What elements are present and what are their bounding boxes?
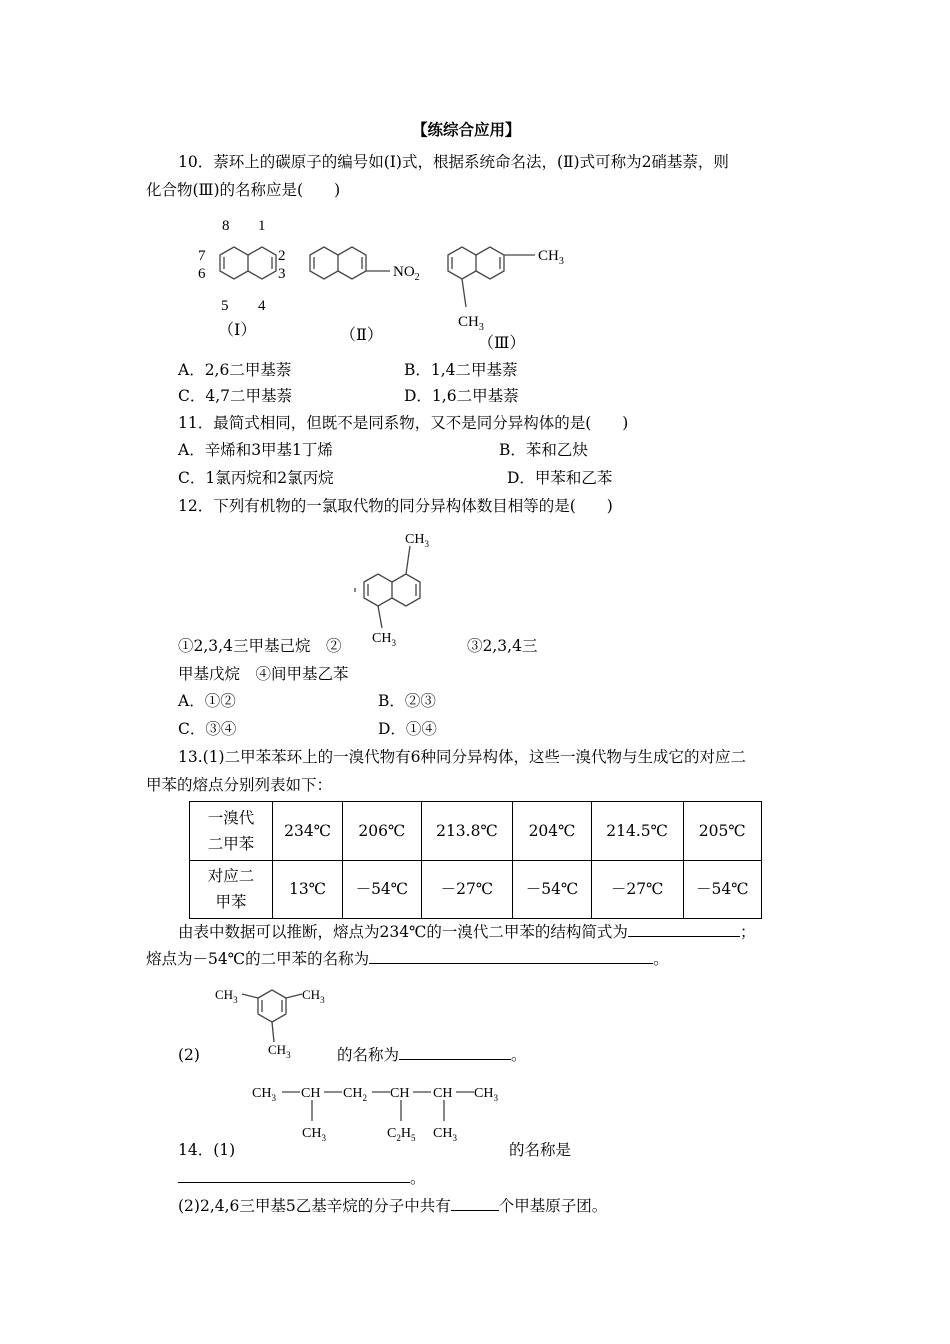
table-cell: －54℃ [343, 860, 421, 919]
q14-branch-ch3-2: $CH_3$ [433, 1126, 457, 1143]
row-header: 一溴代 二甲苯 [190, 802, 273, 861]
q14-chain-ch3-6: $CH_3$ [474, 1086, 498, 1103]
q14-chain-ch2-3: $CH_2$ [343, 1086, 367, 1103]
answer-blank[interactable] [399, 1045, 511, 1060]
q10-naphthalene-figures [190, 212, 610, 357]
q13-trimethylbenzene-figure [212, 978, 342, 1060]
table-cell: －27℃ [591, 860, 683, 919]
q14-structural-formula [248, 1075, 518, 1147]
q14-branch-c2h5: $C_2H_5$ [387, 1126, 416, 1143]
answer-blank[interactable] [451, 1196, 499, 1211]
melting-point-table [189, 801, 762, 919]
q12-dimethylnaphthalene-figure [350, 528, 450, 650]
q14-chain-ch3-1: $CH_3$ [252, 1086, 276, 1103]
q10-stem-line1: 10．萘环上的碳原子的编号如(Ⅰ)式，根据系统命名法，(Ⅱ)式可称为2硝基萘，则 [178, 153, 729, 171]
q11-option-b: B．苯和乙炔 [499, 441, 588, 459]
fig1-num-8: 8 [222, 218, 230, 234]
fig3-label: （Ⅲ） [478, 335, 526, 352]
table-cell: 13℃ [273, 860, 343, 919]
q12-ch3-bottom: $CH_3$ [372, 631, 396, 648]
answer-blank[interactable] [369, 949, 653, 964]
q13-ch3-left: $CH_3$ [215, 987, 238, 1005]
fig1-num-7: 7 [198, 248, 206, 264]
q13-ch3-right: $CH_3$ [302, 987, 325, 1005]
q11-stem: 11．最简式相同，但既不是同系物，又不是同分异构体的是( ) [178, 414, 629, 432]
fig3-ch3-bottom: $CH_3$ [458, 314, 484, 333]
fig1-num-1: 1 [258, 218, 266, 234]
q13-infer-line1: 由表中数据可以推断，熔点为234℃的一溴代二甲苯的结构简式为 ； [178, 923, 756, 941]
q12-option-c: C．③④ [178, 720, 237, 738]
q14-part2: (2)2,4,6三甲基5乙基辛烷的分子中共有 个甲基原子团。 [178, 1197, 608, 1215]
q14-chain-ch-4: CH [390, 1086, 410, 1101]
q12-line1a: ①2,3,4三甲基己烷 ② [178, 637, 342, 655]
q14-chain-ch-2: CH [301, 1086, 321, 1101]
table-row [190, 802, 762, 861]
q12-line2: 甲基戊烷 ④间甲基乙苯 [178, 665, 349, 683]
q10-option-a: A．2,6二甲基萘 [178, 361, 292, 379]
q13-infer-line2: 熔点为－54℃的二甲苯的名称为 。 [146, 950, 669, 968]
table-cell: 213.8℃ [421, 802, 513, 861]
table-cell: －54℃ [513, 860, 591, 919]
table-cell: 206℃ [343, 802, 421, 861]
q12-ch3-top: $CH_3$ [405, 532, 429, 549]
fig2-label: （Ⅱ） [340, 327, 383, 344]
table-cell: 214.5℃ [591, 802, 683, 861]
q12-option-a: A．①② [178, 692, 236, 710]
q11-option-a: A．辛烯和3甲基1丁烯 [178, 441, 333, 459]
q13-part2-label: (2) [178, 1046, 200, 1064]
fig2-no2: $NO_2$ [393, 264, 420, 283]
fig1-num-4: 4 [258, 298, 266, 314]
answer-blank[interactable] [178, 1168, 410, 1183]
q10-option-d: D．1,6二甲基萘 [404, 387, 519, 405]
q13-part2-text: 的名称为 。 [337, 1046, 527, 1064]
table-cell: 234℃ [273, 802, 343, 861]
answer-blank[interactable] [628, 922, 740, 937]
fig1-num-5: 5 [221, 298, 229, 314]
q12-option-b: B．②③ [378, 692, 436, 710]
q14-chain-ch-5: CH [433, 1086, 453, 1101]
q10-option-b: B．1,4二甲基萘 [404, 361, 518, 379]
q10-option-c: C．4,7二甲基萘 [178, 387, 293, 405]
table-cell: －54℃ [683, 860, 761, 919]
table-cell: 204℃ [513, 802, 591, 861]
table-row [190, 860, 762, 919]
q14-branch-ch3-1: $CH_3$ [302, 1126, 326, 1143]
q14-part1-answer-line: 。 [178, 1168, 426, 1188]
q12-option-d: D．①④ [378, 720, 437, 738]
q11-option-c: C．1氯丙烷和2氯丙烷 [178, 469, 334, 487]
fig1-num-6: 6 [198, 266, 206, 282]
q12-stem: 12．下列有机物的一氯取代物的同分异构体数目相等的是( ) [178, 497, 613, 515]
row-header: 对应二 甲苯 [190, 860, 273, 919]
q13-ch3-bottom: $CH_3$ [268, 1042, 291, 1060]
q11-option-d: D．甲苯和乙苯 [507, 469, 613, 487]
table-cell: －27℃ [421, 860, 513, 919]
fig1-label: （Ⅰ） [218, 322, 257, 339]
table-cell: 205℃ [683, 802, 761, 861]
q13-stem-line2: 甲苯的熔点分别列表如下： [146, 776, 333, 794]
q10-stem-line2: 化合物(Ⅲ)的名称应是( ) [146, 181, 341, 199]
q14-part1-label: 14．(1) [178, 1141, 236, 1159]
fig1-num-2: 2 [278, 248, 286, 264]
q13-stem-line1: 13.(1)二甲苯苯环上的一溴代物有6种同分异构体，这些一溴代物与生成它的对应二 [178, 748, 746, 766]
q12-line1b: ③2,3,4三 [467, 637, 538, 655]
section-title: 【练综合应用】 [412, 120, 521, 139]
q14-part1-text: 的名称是 [509, 1141, 572, 1159]
fig1-num-3: 3 [278, 266, 286, 282]
fig3-ch3-right: $CH_3$ [538, 248, 564, 267]
